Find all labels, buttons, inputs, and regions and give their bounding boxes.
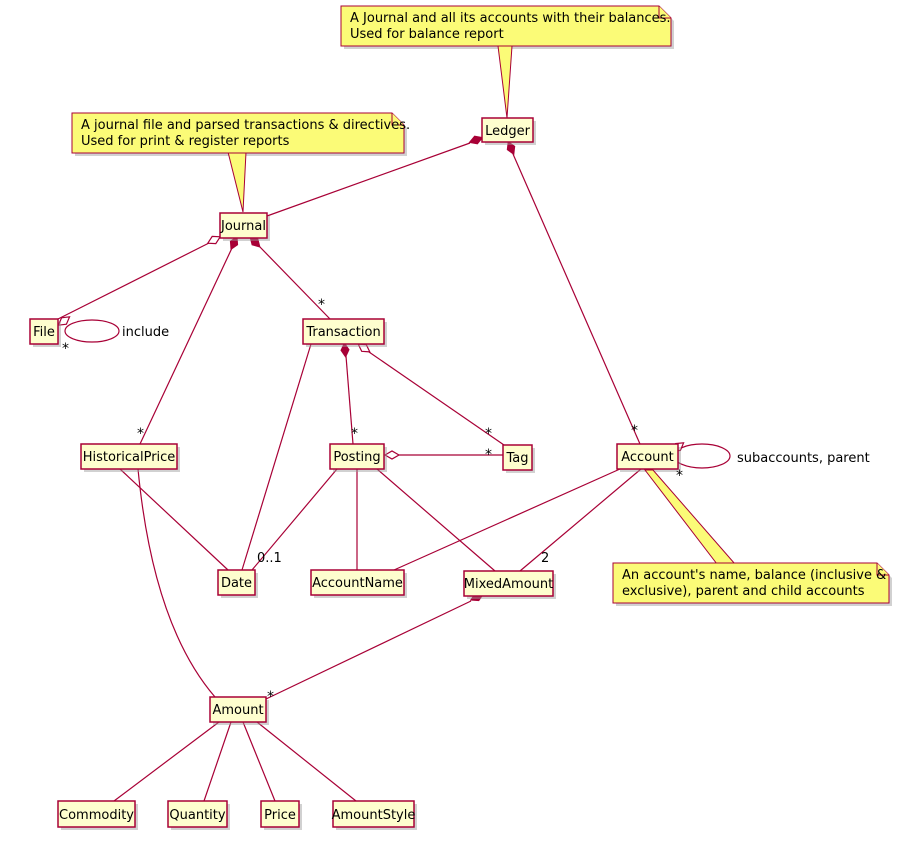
edge-account-mixedamount <box>520 469 641 571</box>
multiplicity-mixedamount-two: 2 <box>541 551 550 566</box>
edge-account-subaccounts-self-loop <box>674 444 730 468</box>
class-quantity <box>168 801 230 830</box>
edge-file-include-self-loop <box>65 320 119 342</box>
class-amountstyle <box>332 801 417 830</box>
edge-amount-commodity <box>114 722 219 801</box>
note-ledger <box>341 6 674 118</box>
multiplicity-historicalprice: * <box>137 426 144 442</box>
note-pointer <box>645 470 735 564</box>
class-account <box>617 444 681 472</box>
edge-journal-historicalprice <box>140 248 232 444</box>
class-label-tag: Tag <box>506 451 529 466</box>
multiplicity-date-zero-or-one: 0..1 <box>257 551 282 566</box>
multiplicity-account-subaccounts: * <box>676 468 683 484</box>
edge-ledger-account <box>513 154 640 444</box>
multiplicity-tag-from-posting: * <box>485 447 492 463</box>
class-label-transaction: Transaction <box>306 325 381 340</box>
note-journal <box>72 113 410 212</box>
class-label-historicalprice: HistoricalPrice <box>82 450 176 465</box>
class-label-file: File <box>33 325 55 340</box>
class-label-posting: Posting <box>333 450 381 465</box>
aggregation-diamond-icon-posting-tag <box>385 451 399 459</box>
edge-posting-mixedamount <box>377 469 495 571</box>
edge-amount-quantity <box>204 722 231 801</box>
note-account <box>613 470 892 606</box>
edge-label-include: include <box>122 325 170 340</box>
class-label-commodity: Commodity <box>59 808 134 823</box>
edge-amount-amountstyle <box>257 722 356 801</box>
composition-diamond-icon-ledger-journal <box>469 136 482 144</box>
note-text-line: Used for print & register reports <box>81 134 290 149</box>
note-text-line: Used for balance report <box>350 27 504 42</box>
edge-mixedamount-amount <box>266 601 471 699</box>
class-label-accountname: AccountName <box>312 576 403 591</box>
edge-transaction-date <box>242 344 311 570</box>
class-label-amountstyle: AmountStyle <box>331 808 416 823</box>
class-date <box>218 570 258 598</box>
edge-label-subaccounts-parent: subaccounts, parent <box>737 451 870 466</box>
class-tag <box>503 445 535 473</box>
notes <box>72 6 892 606</box>
class-accountname <box>311 570 407 598</box>
multiplicity-transaction: * <box>318 297 325 313</box>
multiplicity-file-include: * <box>62 341 69 357</box>
multiplicity-posting: * <box>351 426 358 442</box>
edge-journal-file <box>58 243 209 319</box>
class-label-amount: Amount <box>212 703 264 718</box>
class-historicalprice <box>81 444 180 472</box>
edge-historicalprice-amount <box>138 469 215 697</box>
class-journal <box>220 213 270 241</box>
class-label-mixedamount: MixedAmount <box>463 577 554 592</box>
class-label-ledger: Ledger <box>485 124 530 139</box>
multiplicity-amount: * <box>267 689 274 705</box>
class-boxes <box>30 118 681 830</box>
edge-amount-price <box>243 722 275 801</box>
note-pointer <box>228 152 246 212</box>
aggregation-diamond-icon-journal-file <box>208 236 220 243</box>
class-label-date: Date <box>220 576 253 591</box>
multiplicity-account: * <box>631 423 638 439</box>
class-label-price: Price <box>264 808 296 823</box>
class-transaction <box>303 319 387 347</box>
class-posting <box>330 444 387 472</box>
edge-account-accountname <box>394 469 620 570</box>
class-label-journal: Journal <box>221 219 266 234</box>
note-text-line: An account's name, balance (inclusive & <box>622 568 887 583</box>
edge-historicalprice-date <box>120 469 228 570</box>
class-file <box>30 319 61 347</box>
multiplicity-tag-from-transaction: * <box>485 426 492 442</box>
class-commodity <box>58 801 138 830</box>
class-price <box>261 801 302 830</box>
class-amount <box>210 697 269 725</box>
edge-transaction-tag <box>369 352 504 445</box>
note-text-line: A journal file and parsed transactions & directives. <box>81 118 411 133</box>
class-ledger <box>482 118 536 145</box>
edge-labels <box>62 297 870 705</box>
class-label-account: Account <box>621 450 674 465</box>
note-text-line: A Journal and all its accounts with their balances. <box>350 11 671 26</box>
note-text-line: exclusive), parent and child accounts <box>622 584 865 599</box>
class-mixedamount <box>464 571 556 599</box>
class-label-quantity: Quantity <box>169 808 226 823</box>
relationship-diamonds <box>58 136 683 600</box>
note-pointer <box>498 46 512 118</box>
